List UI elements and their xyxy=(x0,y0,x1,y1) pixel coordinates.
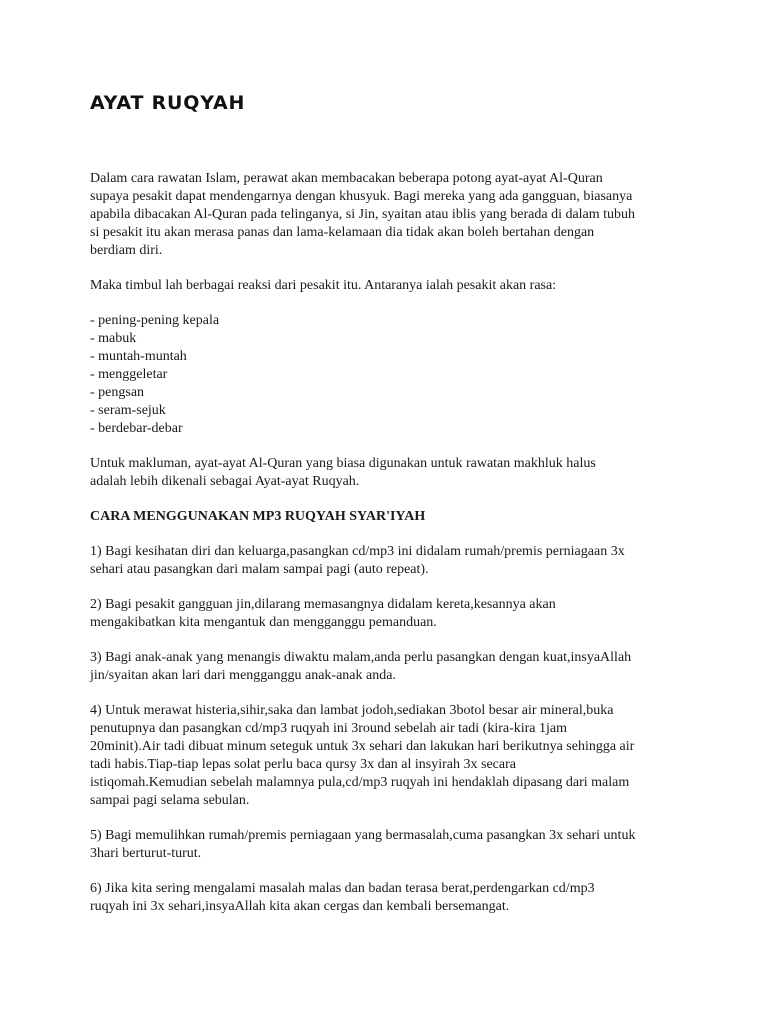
list-item: - pening-pening kepala xyxy=(90,313,220,328)
document-page xyxy=(90,0,710,1024)
list-item: - berdebar-debar xyxy=(90,421,183,436)
list-item: - pengsan xyxy=(90,385,145,400)
list-item: - menggeletar xyxy=(90,367,168,382)
step-paragraph: 6) Jika kita sering mengalami masalah malas dan badan terasa berat,perdengarkan cd/mp3 ruqyah ini 3x sehari,insyaAllah kita akan cergas dan kembali bersemangat. xyxy=(90,881,595,914)
info-paragraph: Untuk makluman, ayat-ayat Al-Quran yang biasa digunakan untuk rawatan makhluk halus adalah lebih dikenali sebagai Ayat-ayat Ruqyah. xyxy=(90,456,596,489)
step-paragraph: 5) Bagi memulihkan rumah/premis perniagaan yang bermasalah,cuma pasangkan 3x sehari untuk 3hari berturut-turut. xyxy=(90,828,636,861)
section-heading: CARA MENGGUNAKAN MP3 RUQYAH SYAR'IYAH xyxy=(90,509,426,524)
list-item: - muntah-muntah xyxy=(90,349,187,364)
step-paragraph: 3) Bagi anak-anak yang menangis diwaktu malam,anda perlu pasangkan dengan kuat,insyaAllah jin/syaitan akan lari dari mengganggu anak-anak anda. xyxy=(90,650,632,683)
list-item: - mabuk xyxy=(90,331,137,346)
step-paragraph: 4) Untuk merawat histeria,sihir,saka dan lambat jodoh,sediakan 3botol besar air mineral,buka penutupnya dan pasangkan cd/mp3 ruqyah ini 3round sebelah air tadi (kira-kira 1jam 20minit).Air tadi dibuat minum seteguk untuk 3x sehari dan lakukan hari berikutnya sehingga air tadi habis.Tiap-tiap lepas solat perlu baca qursy 3x dan al insyirah 3x secara istiqomah.Kemudian sebelah malamnya pula,cd/mp3 ruqyah ini hendaklah dipasang dari malam sampai pagi selama sebulan. xyxy=(90,703,635,808)
list-item: - seram-sejuk xyxy=(90,403,166,418)
reaction-intro: Maka timbul lah berbagai reaksi dari pesakit itu. Antaranya ialah pesakit akan rasa: xyxy=(90,278,557,293)
document-body xyxy=(90,170,710,933)
step-paragraph: 1) Bagi kesihatan diri dan keluarga,pasangkan cd/mp3 ini didalam rumah/premis perniagaan 3x sehari atau pasangkan dari malam sampai pagi (auto repeat). xyxy=(90,544,625,577)
document-title: AYAT RUQYAH xyxy=(90,92,246,114)
reaction-list xyxy=(90,312,710,438)
step-paragraph: 2) Bagi pesakit gangguan jin,dilarang memasangnya didalam kereta,kesannya akan mengakibatkan kita mengantuk dan mengganggu pemanduan. xyxy=(90,597,556,630)
intro-paragraph: Dalam cara rawatan Islam, perawat akan membacakan beberapa potong ayat-ayat Al-Quran supaya pesakit dapat mendengarnya dengan khusyuk. Bagi mereka yang ada gangguan, biasanya apabila dibacakan Al-Quran pada telinganya, si Jin, syaitan atau iblis yang berada di dalam tubuh si pesakit itu akan merasa panas dan lama-kelamaan dia tidak akan boleh bertahan dengan berdiam diri. xyxy=(90,171,636,258)
